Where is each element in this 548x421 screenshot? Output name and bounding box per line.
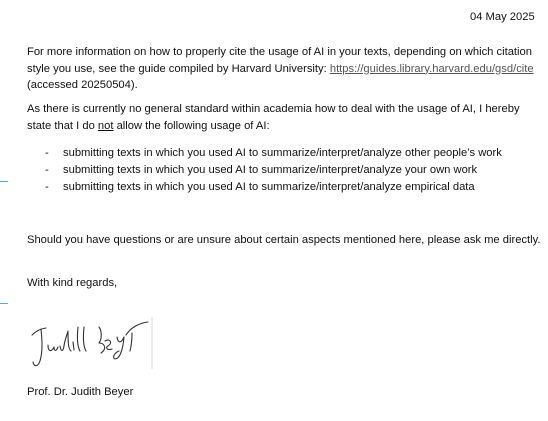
list-item-text: submitting texts in which you used AI to summarize/interpret/analyze your own work [63,163,478,176]
closing-salutation: With kind regards, [27,277,118,289]
citation-text: For more information on how to properly cite the usage of AI in your texts, depending on which citation style you use, see the guide compiled by Harvard University: [27,46,532,75]
policy-statement-end: allow the following usage of AI: [113,119,270,132]
list-item-text: submitting texts in which you used AI to summarize/interpret/analyze empirical data [63,180,475,193]
citation-guide-link[interactable]: https://guides.library.harvard.edu/gsd/cite [329,62,534,75]
bullet-dash: - [45,180,49,193]
bullet-dash: - [45,147,49,159]
policy-emphasis: not [97,119,114,132]
citation-paragraph [27,44,542,94]
questions-paragraph: Should you have questions or are unsure about certain aspects mentioned here, please ask me directly. [27,234,541,246]
policy-statement-paragraph [27,101,542,134]
signer-name: Prof. Dr. Judith Beyer [27,386,134,398]
margin-mark [0,303,8,304]
policy-statement-text: As there is currently no general standard within academia how to deal with the usage of AI, I hereby state that I do [27,103,520,132]
letter-date: 04 May 2025 [470,11,535,23]
list-item-text: submitting texts in which you used AI to summarize/interpret/analyze other people’s work [63,147,502,159]
margin-mark [0,181,8,182]
list-item [45,162,502,179]
list-item [45,179,502,196]
handwritten-signature [28,313,158,373]
disallowed-usage-list [45,145,502,195]
bullet-dash: - [45,163,49,176]
citation-accessed-note: (accessed 20250504). [27,79,138,91]
list-item [45,145,502,162]
